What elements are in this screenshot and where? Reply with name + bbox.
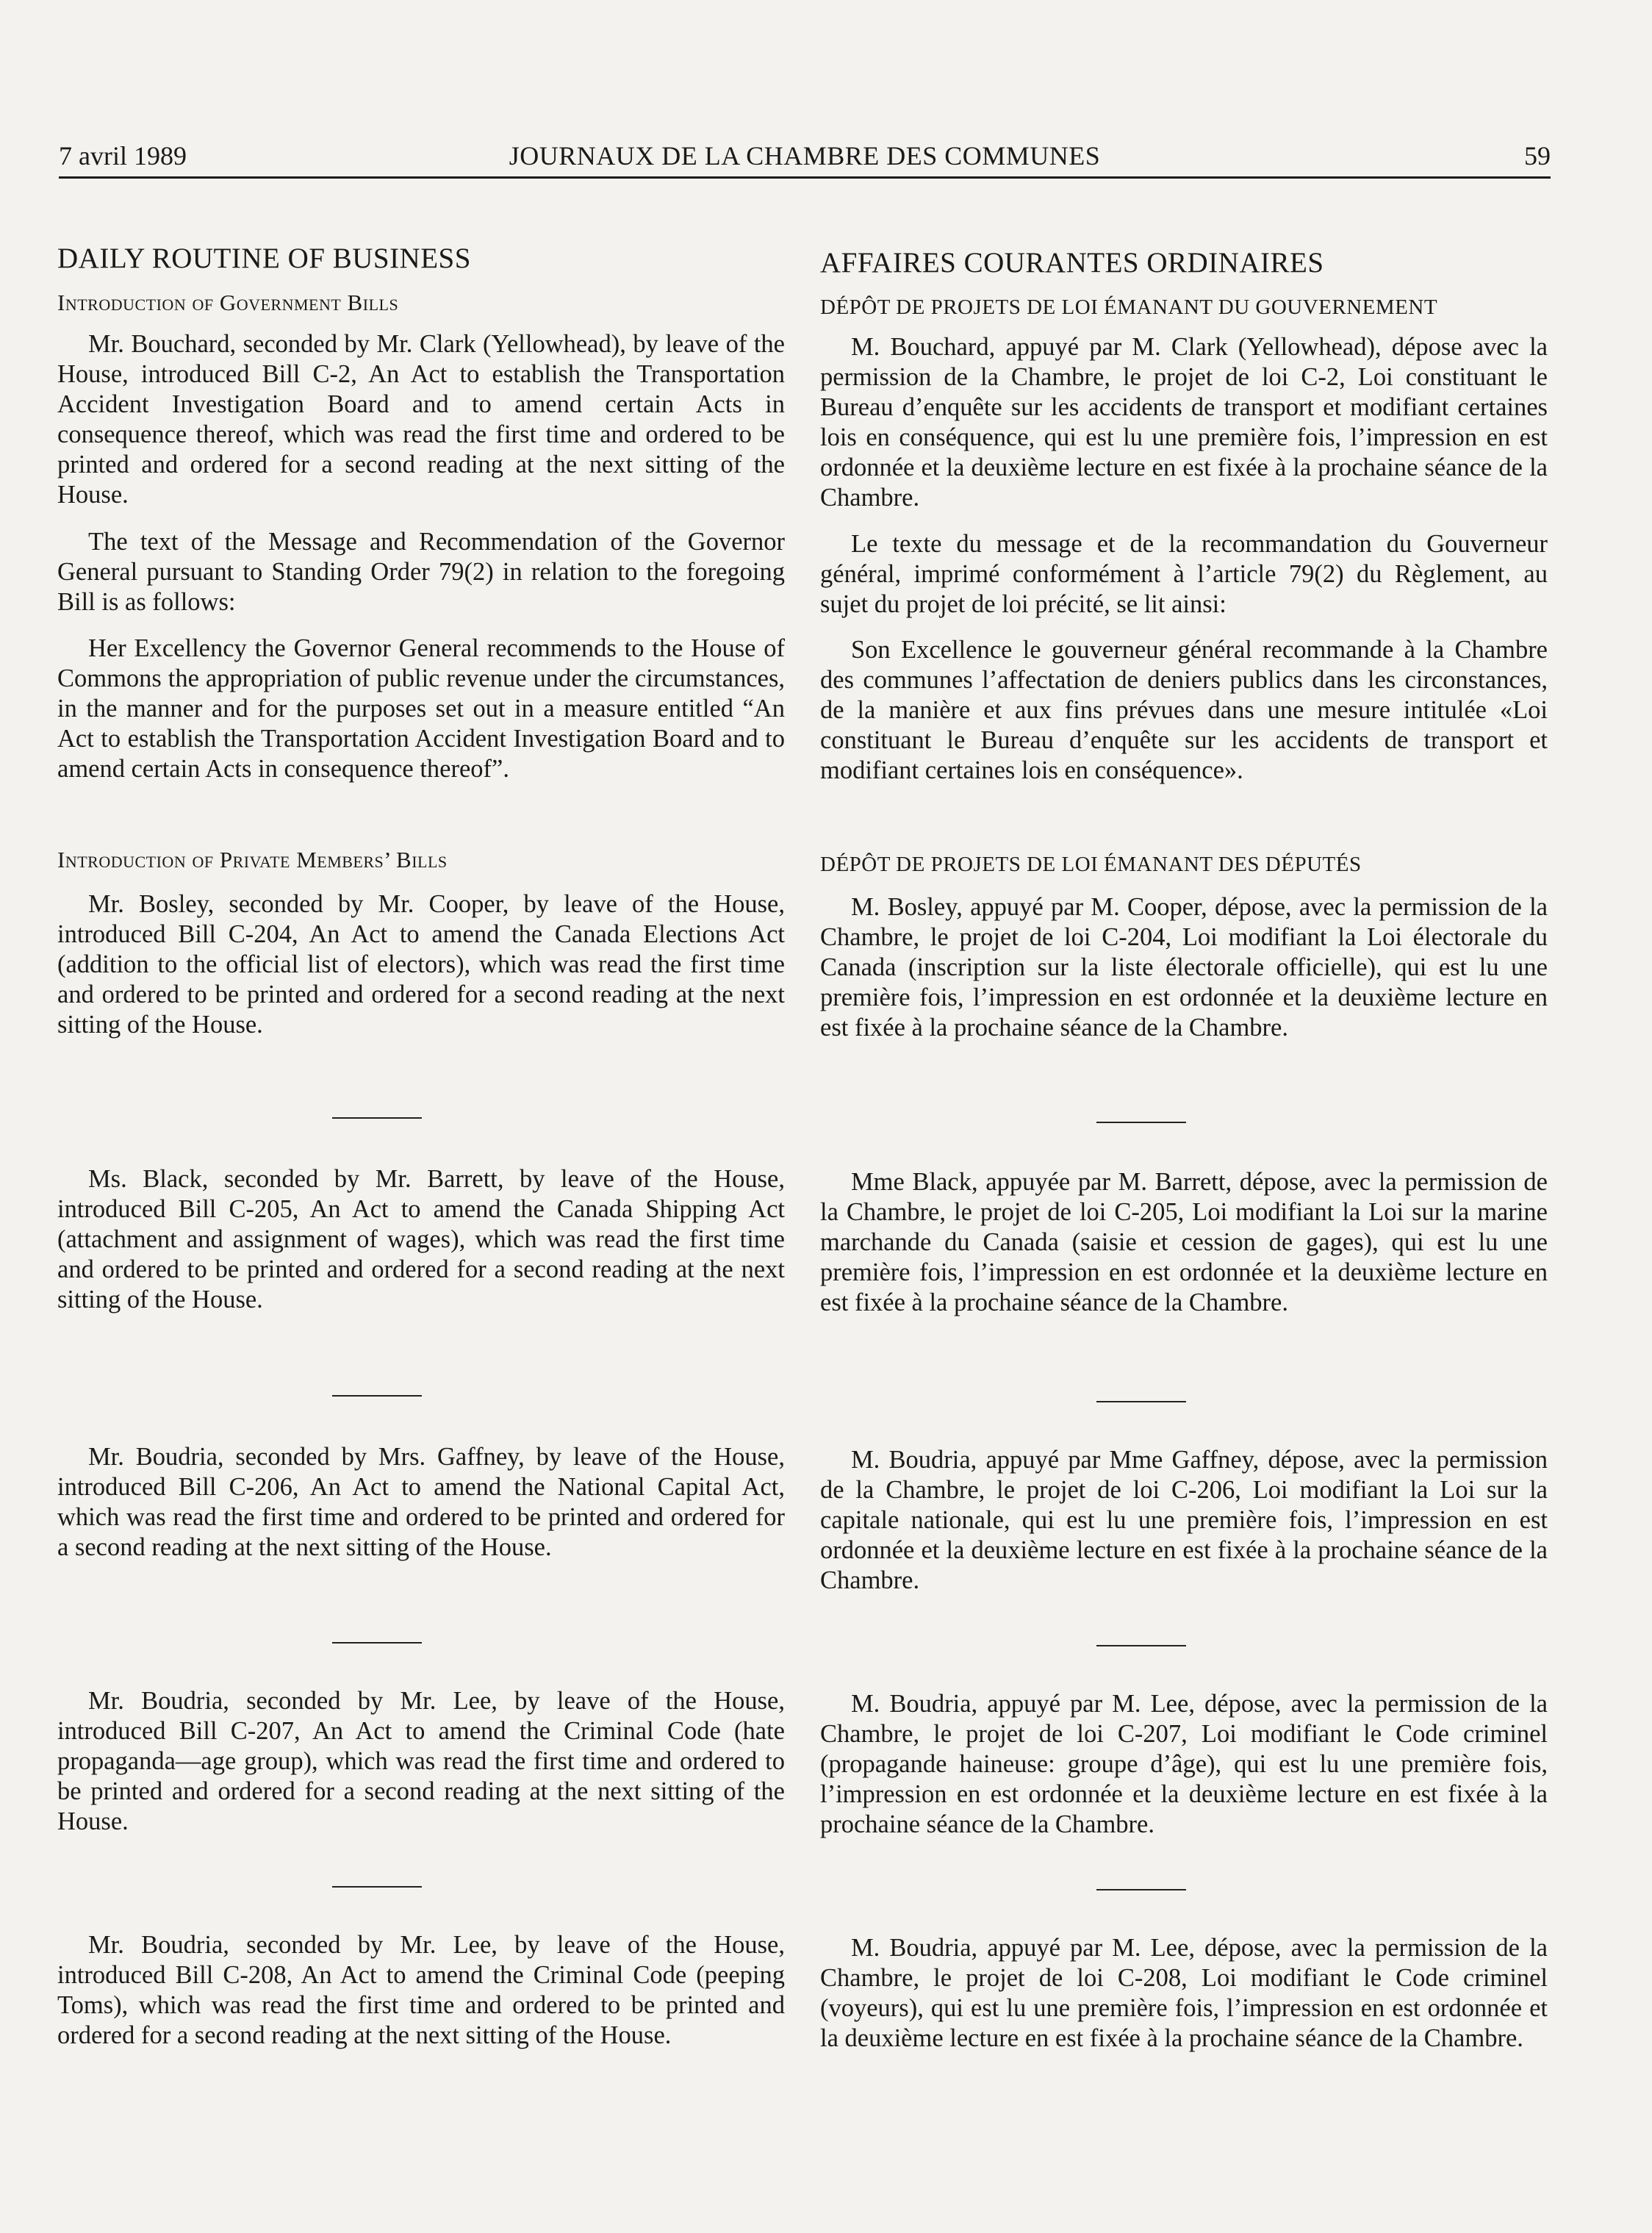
english-paragraph-bill-c206: Mr. Boudria, seconded by Mrs. Gaffney, by leave of the House, introduced Bill C-206, An Act to amend the National Capital Act, which was read the first time and ordered to be printed and ordered for a second reading at the next sitting of the House. [57, 1443, 785, 1561]
french-paragraph-message: Le texte du message et de la recommandation du Gouverneur général, imprimé conformément à l’article 79(2) du Règlement, au sujet du projet de loi précité, se lit ainsi: [820, 530, 1548, 618]
french-paragraph-recommendation: Son Excellence le gouverneur général recommande à la Chambre des communes l’affectation de deniers publics dans les circonstances, de la manière et aux fins prévues dans une mesure intitulée «Loi constituant le Bureau d’enquête sur les accidents de transport et modifiant certaines lois en conséquence». [820, 636, 1548, 784]
section-title-french: AFFAIRES COURANTES ORDINAIRES [820, 247, 1324, 279]
french-paragraph-bill-c208: M. Boudria, appuyé par M. Lee, dépose, avec la permission de la Chambre, le projet de loi C-208, Loi modifiant le Code criminel (voyeurs), qui est lu une première fois, l’impression en est ordonnée et la deuxième lecture en est fixée à la prochaine séance de la Chambre. [820, 1934, 1548, 2052]
english-paragraph-recommendation: Her Excellency the Governor General recommends to the House of Commons the appropriation of public revenue under the circumstances, in the manner and for the purposes set out in a measure entitled “An Act to establish the Transportation Accident Investigation Board and to amend certain Acts in consequence thereof”. [57, 634, 785, 783]
separator-rule [332, 1395, 422, 1397]
page-number: 59 [1524, 141, 1551, 171]
separator-rule [1096, 1401, 1186, 1402]
separator-rule [1096, 1645, 1186, 1646]
gov-bills-heading-french: DÉPÔT DE PROJETS DE LOI ÉMANANT DU GOUVERNEMENT [820, 295, 1438, 319]
english-paragraph-bill-c204: Mr. Bosley, seconded by Mr. Cooper, by leave of the House, introduced Bill C-204, An Act to amend the Canada Elections Act (addition to the official list of electors), which was read the first time and ordered to be printed and ordered for a second reading at the next sitting of the House. [57, 890, 785, 1039]
separator-rule [1096, 1889, 1186, 1890]
section-title-english: DAILY ROUTINE OF BUSINESS [57, 243, 471, 274]
separator-rule [332, 1886, 422, 1888]
english-paragraph-bill-c205: Ms. Black, seconded by Mr. Barrett, by leave of the House, introduced Bill C-205, An Act to amend the Canada Shipping Act (attachment and assignment of wages), which was read the first time and ordered to be printed and ordered for a second reading at the next sitting of the House. [57, 1165, 785, 1313]
french-paragraph-bill-c207: M. Boudria, appuyé par M. Lee, dépose, avec la permission de la Chambre, le projet de loi C-207, Loi modifiant le Code criminel (propagande haineuse: groupe d’âge), qui est lu une première fois, l’impression en est ordonnée et la deuxième lecture en est fixée à la prochaine séance de la Chambre. [820, 1690, 1548, 1838]
separator-rule [332, 1642, 422, 1644]
private-bills-heading-english: Introduction of Private Members’ Bills [57, 847, 448, 872]
english-paragraph-bill-c2: Mr. Bouchard, seconded by Mr. Clark (Yellowhead), by leave of the House, introduced Bill C-2, An Act to establish the Transportation Accident Investigation Board and to amend certain Acts in consequence thereof, which was read the first time and ordered to be printed and ordered for a second reading at the next sitting of the House. [57, 330, 785, 509]
separator-rule [1096, 1122, 1186, 1123]
french-paragraph-bill-c204: M. Bosley, appuyé par M. Cooper, dépose, avec la permission de la Chambre, le projet de loi C-204, Loi modifiant la Loi électorale du Canada (inscription sur la liste électorale officielle), qui est lu une première fois, l’impression en est ordonnée et la deuxième lecture en est fixée à la prochaine séance de la Chambre. [820, 893, 1548, 1042]
running-head [59, 140, 1551, 179]
english-paragraph-bill-c207: Mr. Boudria, seconded by Mr. Lee, by leave of the House, introduced Bill C-207, An Act to amend the Criminal Code (hate propaganda—age group), which was read the first time and ordered to be printed and ordered for a second reading at the next sitting of the House. [57, 1687, 785, 1835]
french-paragraph-bill-c205: Mme Black, appuyée par M. Barrett, dépose, avec la permission de la Chambre, le projet de loi C-205, Loi modifiant la Loi sur la marine marchande du Canada (saisie et cession de gages), qui est lu une première fois, l’impression en est ordonnée et la deuxième lecture en est fixée à la prochaine séance de la Chambre. [820, 1168, 1548, 1316]
english-paragraph-bill-c208: Mr. Boudria, seconded by Mr. Lee, by leave of the House, introduced Bill C-208, An Act to amend the Criminal Code (peeping Toms), which was read the first time and ordered to be printed and ordered for a second reading at the next sitting of the House. [57, 1931, 785, 2049]
separator-rule [332, 1117, 422, 1119]
french-paragraph-bill-c206: M. Boudria, appuyé par Mme Gaffney, dépose, avec la permission de la Chambre, le projet de loi C-206, Loi modifiant la Loi sur la capitale nationale, qui est lu une première fois, l’impression en est ordonnée et la deuxième lecture en est fixée à la prochaine séance de la Chambre. [820, 1446, 1548, 1594]
gov-bills-heading-english: Introduction of Government Bills [57, 290, 399, 315]
private-bills-heading-french: DÉPÔT DE PROJETS DE LOI ÉMANANT DES DÉPUTÉS [820, 853, 1362, 876]
french-paragraph-bill-c2: M. Bouchard, appuyé par M. Clark (Yellowhead), dépose avec la permission de la Chambre, le projet de loi C-2, Loi constituant le Bureau d’enquête sur les accidents de transport et modifiant certaines lois en conséquence, qui est lu une première fois, l’impression en est ordonnée et la deuxième lecture en est fixée à la prochaine séance de la Chambre. [820, 333, 1548, 512]
header-date: 7 avril 1989 [59, 141, 187, 171]
header-title: JOURNAUX DE LA CHAMBRE DES COMMUNES [509, 141, 1101, 171]
english-paragraph-message: The text of the Message and Recommendation of the Governor General pursuant to Standing Order 79(2) in relation to the foregoing Bill is as follows: [57, 528, 785, 616]
